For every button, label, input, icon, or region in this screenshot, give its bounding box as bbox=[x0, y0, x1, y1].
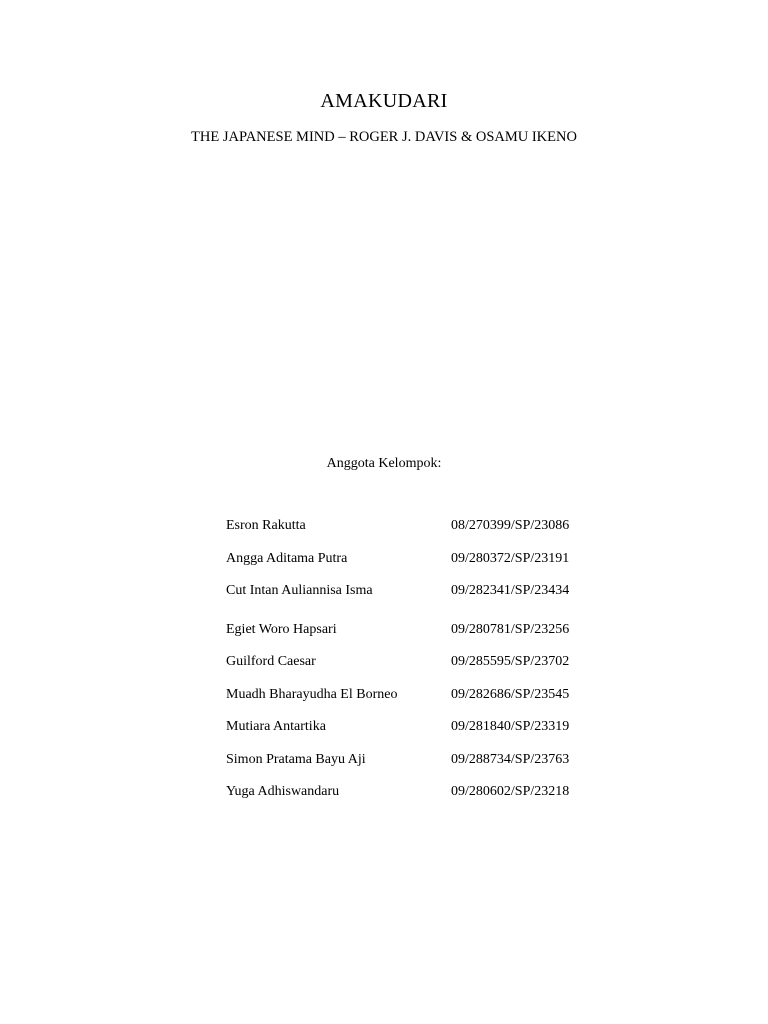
member-student-id: 09/280781/SP/23256 bbox=[451, 622, 570, 637]
member-student-id: 09/282686/SP/23545 bbox=[451, 687, 570, 702]
member-name: Esron Rakutta bbox=[226, 518, 306, 533]
member-student-id: 09/285595/SP/23702 bbox=[451, 654, 570, 669]
member-name: Egiet Woro Hapsari bbox=[226, 622, 337, 637]
member-row bbox=[226, 751, 626, 769]
member-row bbox=[226, 686, 626, 704]
member-student-id: 09/280372/SP/23191 bbox=[451, 551, 570, 566]
member-student-id: 09/282341/SP/23434 bbox=[451, 583, 570, 598]
members-heading: Anggota Kelompok: bbox=[326, 456, 442, 471]
member-row bbox=[226, 718, 626, 736]
member-name: Cut Intan Auliannisa Isma bbox=[226, 583, 373, 598]
member-student-id: 09/288734/SP/23763 bbox=[451, 752, 570, 767]
member-name: Yuga Adhiswandaru bbox=[226, 784, 340, 799]
member-student-id: 08/270399/SP/23086 bbox=[451, 518, 570, 533]
document-subtitle: THE JAPANESE MIND – ROGER J. DAVIS & OSAMU IKENO bbox=[191, 129, 577, 145]
member-name: Guilford Caesar bbox=[226, 654, 316, 669]
member-name: Muadh Bharayudha El Borneo bbox=[226, 687, 398, 702]
document-title: AMAKUDARI bbox=[320, 90, 448, 112]
member-row bbox=[226, 621, 626, 639]
member-name: Angga Aditama Putra bbox=[226, 551, 348, 566]
member-row bbox=[226, 582, 626, 600]
member-student-id: 09/281840/SP/23319 bbox=[451, 719, 570, 734]
member-row bbox=[226, 783, 626, 801]
member-row bbox=[226, 517, 626, 535]
member-student-id: 09/280602/SP/23218 bbox=[451, 784, 570, 799]
member-row bbox=[226, 653, 626, 671]
member-name: Mutiara Antartika bbox=[226, 719, 326, 734]
member-name: Simon Pratama Bayu Aji bbox=[226, 752, 366, 767]
member-row bbox=[226, 550, 626, 568]
